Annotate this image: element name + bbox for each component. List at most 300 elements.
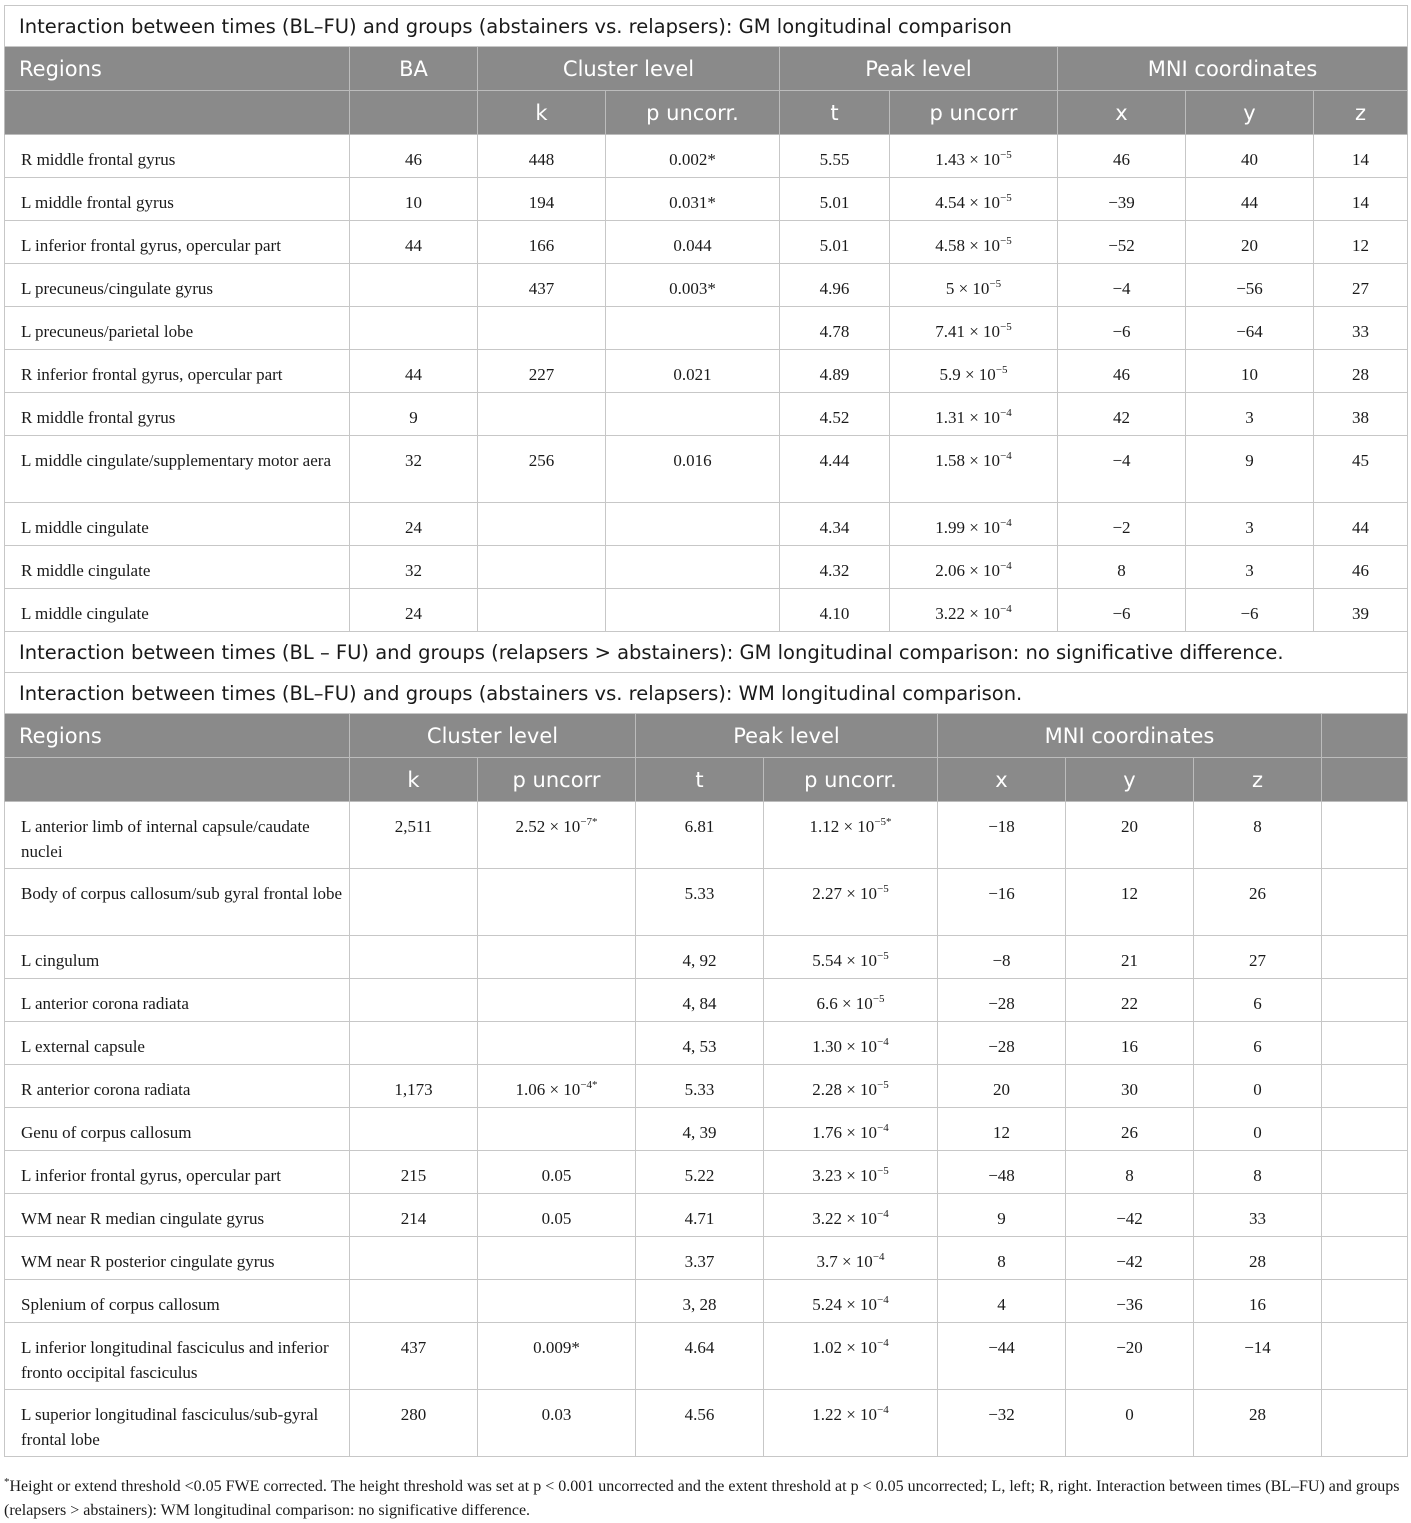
- k-cell: [350, 1108, 478, 1151]
- peak-p-cell-base: 1.22 × 10: [812, 1405, 878, 1424]
- x-cell: −44: [938, 1323, 1066, 1390]
- peak-p-cell-exponent: −5: [995, 364, 1008, 376]
- x-cell: −6: [1058, 307, 1186, 350]
- t-cell: 4.44: [780, 436, 890, 503]
- k-cell: 437: [478, 264, 606, 307]
- k-cell: [478, 546, 606, 589]
- gm-subheader-empty: [5, 91, 350, 135]
- x-cell: 46: [1058, 350, 1186, 393]
- cluster-p-cell: [478, 1022, 636, 1065]
- z-cell: 28: [1194, 1390, 1322, 1457]
- gm-subheader-k: k: [478, 91, 606, 135]
- z-cell: 14: [1314, 135, 1408, 178]
- peak-p-cell: [764, 1065, 938, 1108]
- cluster-p-cell: [478, 1280, 636, 1323]
- region-cell: R inferior frontal gyrus, opercular part: [5, 350, 350, 393]
- peak-p-cell-exponent: −5: [872, 993, 885, 1005]
- cluster-p-cell: [478, 1151, 636, 1194]
- peak-p-cell-exponent: −4: [1000, 517, 1012, 529]
- peak-p-cell-base: 5.9 × 10: [939, 365, 996, 384]
- ba-cell: [350, 307, 478, 350]
- gm-subheader-peak-p: p uncorr: [890, 91, 1058, 135]
- cluster-p-cell: 0.002*: [606, 135, 780, 178]
- region-cell: Genu of corpus callosum: [5, 1108, 350, 1151]
- region-cell: L inferior frontal gyrus, opercular part: [5, 221, 350, 264]
- wm-subheader-z: z: [1194, 758, 1322, 802]
- z-cell: 27: [1314, 264, 1408, 307]
- peak-p-cell: [890, 178, 1058, 221]
- gm-subheader-z: z: [1314, 91, 1408, 135]
- t-cell: 5.22: [636, 1151, 764, 1194]
- table-row: [5, 546, 1408, 589]
- peak-p-cell-base: 5.24 × 10: [812, 1295, 878, 1314]
- footnote-text: Height or extend threshold <0.05 FWE corrected. The height threshold was set at p < 0.001 uncorrected and the extent threshold at p < 0.05 uncorrected; L, left; R, right. Interaction between times (BL–FU) and groups (relapsers > abstainers): WM longitudinal comparison: no significative difference.: [4, 1478, 1400, 1519]
- region-cell: R middle frontal gyrus: [5, 393, 350, 436]
- t-cell: 4.64: [636, 1323, 764, 1390]
- peak-p-cell: [890, 221, 1058, 264]
- table-row: [5, 135, 1408, 178]
- y-cell: 30: [1066, 1065, 1194, 1108]
- gm-subheader-empty: [350, 91, 478, 135]
- ba-cell: 9: [350, 393, 478, 436]
- region-cell: L precuneus/parietal lobe: [5, 307, 350, 350]
- table-row: [5, 869, 1408, 936]
- empty-cell: [1322, 1108, 1408, 1151]
- gm-table-body: [5, 135, 1408, 632]
- peak-p-cell-base: 7.41 × 10: [935, 322, 1001, 341]
- ba-cell: 24: [350, 503, 478, 546]
- peak-p-cell-base: 1.76 × 10: [812, 1123, 878, 1142]
- y-cell: 12: [1066, 869, 1194, 936]
- k-cell: 280: [350, 1390, 478, 1457]
- peak-p-cell: [764, 1237, 938, 1280]
- x-cell: −28: [938, 1022, 1066, 1065]
- cluster-p-cell-exponent: −4*: [580, 1079, 598, 1091]
- y-cell: −64: [1186, 307, 1314, 350]
- t-cell: 6.81: [636, 802, 764, 869]
- y-cell: −6: [1186, 589, 1314, 632]
- footnote-marker: *: [4, 1476, 10, 1488]
- y-cell: −42: [1066, 1237, 1194, 1280]
- table-row: [5, 1237, 1408, 1280]
- peak-p-cell: [764, 1390, 938, 1457]
- ba-cell: [350, 264, 478, 307]
- table-row: [5, 979, 1408, 1022]
- k-cell: 448: [478, 135, 606, 178]
- ba-cell: 46: [350, 135, 478, 178]
- y-cell: 22: [1066, 979, 1194, 1022]
- z-cell: 6: [1194, 1022, 1322, 1065]
- peak-p-cell-exponent: −5: [877, 1165, 889, 1177]
- x-cell: −52: [1058, 221, 1186, 264]
- peak-p-cell-exponent: −5: [877, 1079, 889, 1091]
- empty-cell: [1322, 1237, 1408, 1280]
- cluster-p-cell: 0.044: [606, 221, 780, 264]
- ba-cell: 44: [350, 221, 478, 264]
- gm-table: [4, 5, 1408, 673]
- x-cell: −16: [938, 869, 1066, 936]
- z-cell: 28: [1194, 1237, 1322, 1280]
- y-cell: 3: [1186, 503, 1314, 546]
- table-row: [5, 436, 1408, 503]
- peak-p-cell-base: 4.58 × 10: [935, 236, 1001, 255]
- region-cell: Splenium of corpus callosum: [5, 1280, 350, 1323]
- x-cell: 46: [1058, 135, 1186, 178]
- t-cell: 4, 84: [636, 979, 764, 1022]
- t-cell: 5.33: [636, 1065, 764, 1108]
- peak-p-cell-base: 3.22 × 10: [935, 604, 1001, 623]
- peak-p-cell: [764, 802, 938, 869]
- cluster-p-cell: 0.031*: [606, 178, 780, 221]
- y-cell: 40: [1186, 135, 1314, 178]
- y-cell: 26: [1066, 1108, 1194, 1151]
- peak-p-cell-base: 1.99 × 10: [935, 518, 1001, 537]
- y-cell: −36: [1066, 1280, 1194, 1323]
- gm-header-peak-level: Peak level: [780, 47, 1058, 91]
- peak-p-cell-base: 6.6 × 10: [816, 994, 873, 1013]
- peak-p-cell-base: 2.06 × 10: [935, 561, 1001, 580]
- t-cell: 5.55: [780, 135, 890, 178]
- table-row: [5, 393, 1408, 436]
- wm-table-title: Interaction between times (BL–FU) and groups (abstainers vs. relapsers): WM longitudinal comparison.: [5, 673, 1408, 714]
- peak-p-cell-exponent: −5: [1000, 192, 1012, 204]
- k-cell: [478, 307, 606, 350]
- peak-p-cell-base: 1.31 × 10: [935, 408, 1001, 427]
- t-cell: 4, 92: [636, 936, 764, 979]
- wm-subheader-t: t: [636, 758, 764, 802]
- peak-p-cell-base: 1.43 × 10: [935, 150, 1001, 169]
- region-cell: L anterior corona radiata: [5, 979, 350, 1022]
- peak-p-cell-exponent: −4: [877, 1036, 889, 1048]
- k-cell: 215: [350, 1151, 478, 1194]
- cluster-p-cell: 0.016: [606, 436, 780, 503]
- y-cell: 20: [1186, 221, 1314, 264]
- t-cell: 4.52: [780, 393, 890, 436]
- k-cell: 437: [350, 1323, 478, 1390]
- empty-cell: [1322, 869, 1408, 936]
- y-cell: 3: [1186, 393, 1314, 436]
- peak-p-cell-exponent: −5: [1000, 149, 1012, 161]
- gm-no-difference-note: Interaction between times (BL – FU) and groups (relapsers > abstainers): GM longitudinal comparison: no significative difference.: [5, 632, 1408, 673]
- x-cell: 8: [938, 1237, 1066, 1280]
- peak-p-cell: [890, 589, 1058, 632]
- y-cell: 8: [1066, 1151, 1194, 1194]
- t-cell: 4, 39: [636, 1108, 764, 1151]
- k-cell: [350, 1022, 478, 1065]
- t-cell: 4.89: [780, 350, 890, 393]
- x-cell: 20: [938, 1065, 1066, 1108]
- peak-p-cell-base: 3.22 × 10: [812, 1209, 878, 1228]
- empty-cell: [1322, 1194, 1408, 1237]
- cluster-p-cell-exponent: −7*: [580, 816, 598, 828]
- wm-header-mni: MNI coordinates: [938, 714, 1322, 758]
- t-cell: 3, 28: [636, 1280, 764, 1323]
- region-cell: WM near R median cingulate gyrus: [5, 1194, 350, 1237]
- wm-subheader-x: x: [938, 758, 1066, 802]
- x-cell: 12: [938, 1108, 1066, 1151]
- y-cell: 44: [1186, 178, 1314, 221]
- z-cell: 8: [1194, 802, 1322, 869]
- cluster-p-cell-base: 0.03: [541, 1405, 572, 1424]
- ba-cell: 32: [350, 436, 478, 503]
- z-cell: 8: [1194, 1151, 1322, 1194]
- z-cell: 14: [1314, 178, 1408, 221]
- empty-cell: [1322, 936, 1408, 979]
- table-row: [5, 1022, 1408, 1065]
- y-cell: 16: [1066, 1022, 1194, 1065]
- t-cell: 4.78: [780, 307, 890, 350]
- t-cell: 4.10: [780, 589, 890, 632]
- k-cell: [350, 1280, 478, 1323]
- table-row: [5, 307, 1408, 350]
- wm-header-cluster-level: Cluster level: [350, 714, 636, 758]
- cluster-p-cell: [478, 1323, 636, 1390]
- y-cell: −20: [1066, 1323, 1194, 1390]
- cluster-p-cell: [478, 979, 636, 1022]
- cluster-p-cell: [478, 869, 636, 936]
- cluster-p-cell: [606, 393, 780, 436]
- empty-cell: [1322, 802, 1408, 869]
- wm-table: [4, 672, 1408, 1457]
- empty-cell: [1322, 1323, 1408, 1390]
- cluster-p-cell: [606, 307, 780, 350]
- y-cell: −56: [1186, 264, 1314, 307]
- x-cell: 42: [1058, 393, 1186, 436]
- z-cell: 28: [1314, 350, 1408, 393]
- gm-header-cluster-level: Cluster level: [478, 47, 780, 91]
- table-row: [5, 221, 1408, 264]
- peak-p-cell-exponent: −4: [1000, 407, 1012, 419]
- peak-p-cell-base: 4.54 × 10: [935, 193, 1001, 212]
- cluster-p-cell-base: 0.009*: [533, 1338, 580, 1357]
- cluster-p-cell-base: 0.05: [541, 1209, 572, 1228]
- cluster-p-cell: [478, 1390, 636, 1457]
- y-cell: 20: [1066, 802, 1194, 869]
- table-row: [5, 589, 1408, 632]
- region-cell: L inferior frontal gyrus, opercular part: [5, 1151, 350, 1194]
- peak-p-cell-exponent: −4: [1000, 560, 1012, 572]
- y-cell: 10: [1186, 350, 1314, 393]
- gm-header-regions: Regions: [5, 47, 350, 91]
- z-cell: 16: [1194, 1280, 1322, 1323]
- region-cell: L middle cingulate: [5, 589, 350, 632]
- peak-p-cell-base: 3.7 × 10: [816, 1252, 873, 1271]
- empty-cell: [1322, 1280, 1408, 1323]
- peak-p-cell-exponent: −5*: [874, 816, 892, 828]
- peak-p-cell-base: 1.12 × 10: [809, 817, 875, 836]
- gm-subheader-t: t: [780, 91, 890, 135]
- y-cell: 3: [1186, 546, 1314, 589]
- x-cell: −32: [938, 1390, 1066, 1457]
- k-cell: 256: [478, 436, 606, 503]
- k-cell: [350, 979, 478, 1022]
- k-cell: 194: [478, 178, 606, 221]
- peak-p-cell: [764, 1194, 938, 1237]
- t-cell: 5.01: [780, 221, 890, 264]
- wm-header-peak-level: Peak level: [636, 714, 938, 758]
- peak-p-cell-base: 3.23 × 10: [812, 1166, 878, 1185]
- region-cell: L cingulum: [5, 936, 350, 979]
- peak-p-cell-base: 2.28 × 10: [812, 1080, 878, 1099]
- peak-p-cell-exponent: −4: [877, 1404, 889, 1416]
- k-cell: [478, 503, 606, 546]
- table-row: [5, 503, 1408, 546]
- peak-p-cell-exponent: −4: [877, 1208, 889, 1220]
- gm-subheader-cluster-p: p uncorr.: [606, 91, 780, 135]
- k-cell: [350, 1237, 478, 1280]
- table-row: [5, 1280, 1408, 1323]
- peak-p-cell: [890, 264, 1058, 307]
- region-cell: R anterior corona radiata: [5, 1065, 350, 1108]
- t-cell: 4.34: [780, 503, 890, 546]
- gm-header-ba: BA: [350, 47, 478, 91]
- y-cell: −42: [1066, 1194, 1194, 1237]
- gm-subheader-x: x: [1058, 91, 1186, 135]
- k-cell: [478, 589, 606, 632]
- cluster-p-cell-base: 0.05: [541, 1166, 572, 1185]
- peak-p-cell-exponent: −4: [1000, 603, 1012, 615]
- peak-p-cell-base: 2.27 × 10: [812, 884, 878, 903]
- peak-p-cell: [764, 1022, 938, 1065]
- cluster-p-cell: [478, 1237, 636, 1280]
- t-cell: 4, 53: [636, 1022, 764, 1065]
- region-cell: L external capsule: [5, 1022, 350, 1065]
- empty-cell: [1322, 1022, 1408, 1065]
- gm-header-mni: MNI coordinates: [1058, 47, 1408, 91]
- region-cell: WM near R posterior cingulate gyrus: [5, 1237, 350, 1280]
- peak-p-cell-exponent: −4: [877, 1337, 889, 1349]
- z-cell: 0: [1194, 1108, 1322, 1151]
- z-cell: 6: [1194, 979, 1322, 1022]
- y-cell: 9: [1186, 436, 1314, 503]
- region-cell: L inferior longitudinal fasciculus and inferior fronto occipital fasciculus: [5, 1323, 350, 1390]
- table-row: [5, 178, 1408, 221]
- table-row: [5, 802, 1408, 869]
- peak-p-cell-exponent: −5: [877, 883, 889, 895]
- region-cell: R middle frontal gyrus: [5, 135, 350, 178]
- region-cell: R middle cingulate: [5, 546, 350, 589]
- region-cell: L precuneus/cingulate gyrus: [5, 264, 350, 307]
- empty-cell: [1322, 1390, 1408, 1457]
- z-cell: 39: [1314, 589, 1408, 632]
- wm-table-body: [5, 802, 1408, 1457]
- wm-subheader-peak-p: p uncorr.: [764, 758, 938, 802]
- y-cell: 21: [1066, 936, 1194, 979]
- t-cell: 5.01: [780, 178, 890, 221]
- t-cell: 5.33: [636, 869, 764, 936]
- region-cell: L middle cingulate/supplementary motor aera: [5, 436, 350, 503]
- z-cell: 26: [1194, 869, 1322, 936]
- x-cell: −39: [1058, 178, 1186, 221]
- peak-p-cell: [890, 393, 1058, 436]
- cluster-p-cell: [478, 1194, 636, 1237]
- peak-p-cell: [764, 1323, 938, 1390]
- cluster-p-cell: [478, 1108, 636, 1151]
- k-cell: 166: [478, 221, 606, 264]
- peak-p-cell-exponent: −5: [1000, 235, 1012, 247]
- x-cell: −4: [1058, 436, 1186, 503]
- x-cell: −48: [938, 1151, 1066, 1194]
- x-cell: 9: [938, 1194, 1066, 1237]
- t-cell: 3.37: [636, 1237, 764, 1280]
- peak-p-cell-exponent: −4: [877, 1122, 889, 1134]
- k-cell: [350, 936, 478, 979]
- table-row: [5, 1194, 1408, 1237]
- cluster-p-cell: [606, 546, 780, 589]
- z-cell: 12: [1314, 221, 1408, 264]
- z-cell: 45: [1314, 436, 1408, 503]
- gm-subheader-y: y: [1186, 91, 1314, 135]
- k-cell: 214: [350, 1194, 478, 1237]
- table-row: [5, 1390, 1408, 1457]
- peak-p-cell-base: 1.58 × 10: [935, 451, 1001, 470]
- results-tables: [4, 5, 1407, 1457]
- peak-p-cell: [764, 1108, 938, 1151]
- t-cell: 4.71: [636, 1194, 764, 1237]
- z-cell: 0: [1194, 1065, 1322, 1108]
- wm-subheader-cluster-p: p uncorr: [478, 758, 636, 802]
- peak-p-cell-exponent: −4: [1000, 450, 1012, 462]
- region-cell: Body of corpus callosum/sub gyral frontal lobe: [5, 869, 350, 936]
- peak-p-cell: [764, 936, 938, 979]
- cluster-p-cell: 0.003*: [606, 264, 780, 307]
- t-cell: 4.32: [780, 546, 890, 589]
- ba-cell: 24: [350, 589, 478, 632]
- wm-subheader-empty: [1322, 758, 1408, 802]
- peak-p-cell-exponent: −5: [989, 278, 1002, 290]
- z-cell: −14: [1194, 1323, 1322, 1390]
- gm-table-title: Interaction between times (BL–FU) and groups (abstainers vs. relapsers): GM longitudinal comparison: [5, 6, 1408, 47]
- z-cell: 44: [1314, 503, 1408, 546]
- region-cell: L anterior limb of internal capsule/caudate nuclei: [5, 802, 350, 869]
- x-cell: 8: [1058, 546, 1186, 589]
- peak-p-cell-exponent: −4: [872, 1251, 885, 1263]
- empty-cell: [1322, 1065, 1408, 1108]
- peak-p-cell-exponent: −5: [1000, 321, 1012, 333]
- peak-p-cell-base: 5 × 10: [945, 279, 990, 298]
- peak-p-cell-base: 1.02 × 10: [812, 1338, 878, 1357]
- k-cell: [350, 869, 478, 936]
- empty-cell: [1322, 979, 1408, 1022]
- wm-header-regions: Regions: [5, 714, 350, 758]
- peak-p-cell: [890, 307, 1058, 350]
- k-cell: 227: [478, 350, 606, 393]
- cluster-p-cell: [478, 936, 636, 979]
- x-cell: −2: [1058, 503, 1186, 546]
- table-row: [5, 1065, 1408, 1108]
- peak-p-cell-exponent: −4: [877, 1294, 889, 1306]
- peak-p-cell: [890, 503, 1058, 546]
- x-cell: −28: [938, 979, 1066, 1022]
- region-cell: L superior longitudinal fasciculus/sub-gyral frontal lobe: [5, 1390, 350, 1457]
- peak-p-cell-base: 1.30 × 10: [812, 1037, 878, 1056]
- cluster-p-cell-base: 1.06 × 10: [515, 1080, 581, 1099]
- wm-subheader-empty: [5, 758, 350, 802]
- z-cell: 46: [1314, 546, 1408, 589]
- region-cell: L middle frontal gyrus: [5, 178, 350, 221]
- x-cell: −6: [1058, 589, 1186, 632]
- peak-p-cell: [890, 350, 1058, 393]
- wm-header-empty: [1322, 714, 1408, 758]
- peak-p-cell: [764, 979, 938, 1022]
- ba-cell: 10: [350, 178, 478, 221]
- table-footnote: [4, 1470, 1404, 1523]
- z-cell: 27: [1194, 936, 1322, 979]
- wm-subheader-y: y: [1066, 758, 1194, 802]
- peak-p-cell-exponent: −5: [877, 950, 889, 962]
- cluster-p-cell-base: 2.52 × 10: [515, 817, 581, 836]
- z-cell: 38: [1314, 393, 1408, 436]
